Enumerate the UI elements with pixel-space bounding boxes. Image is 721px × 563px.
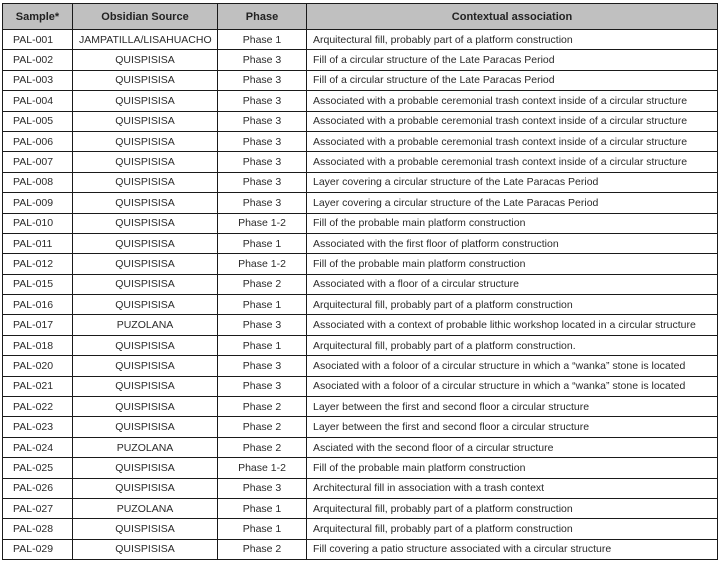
- header-sample: Sample*: [3, 4, 73, 30]
- table-row: [3, 233, 718, 253]
- obsidian-source-cell: QUISPISISA: [73, 274, 218, 294]
- contextual-association-cell: Fill of the probable main platform construction: [307, 254, 718, 274]
- obsidian-source-cell: QUISPISISA: [73, 458, 218, 478]
- sample-cell: PAL-006: [3, 131, 73, 151]
- sample-cell: PAL-001: [3, 30, 73, 50]
- obsidian-source-cell: QUISPISISA: [73, 172, 218, 192]
- phase-cell: Phase 1: [218, 498, 307, 518]
- table-row: [3, 193, 718, 213]
- sample-cell: PAL-003: [3, 70, 73, 90]
- sample-cell: PAL-007: [3, 152, 73, 172]
- phase-cell: Phase 2: [218, 397, 307, 417]
- contextual-association-cell: Associated with a probable ceremonial trash context inside of a circular structure: [307, 131, 718, 151]
- contextual-association-cell: Associated with a probable ceremonial trash context inside of a circular structure: [307, 91, 718, 111]
- table-row: [3, 356, 718, 376]
- phase-cell: Phase 2: [218, 539, 307, 559]
- header-phase: Phase: [218, 4, 307, 30]
- sample-cell: PAL-028: [3, 519, 73, 539]
- sample-cell: PAL-021: [3, 376, 73, 396]
- table-row: [3, 335, 718, 355]
- table-row: [3, 437, 718, 457]
- table-row: [3, 274, 718, 294]
- phase-cell: Phase 1: [218, 519, 307, 539]
- contextual-association-cell: Arquitectural fill, probably part of a platform construction: [307, 30, 718, 50]
- phase-cell: Phase 3: [218, 70, 307, 90]
- contextual-association-cell: Associated with a probable ceremonial trash context inside of a circular structure: [307, 111, 718, 131]
- table-header: [3, 4, 718, 30]
- header-contextual-association: Contextual association: [307, 4, 718, 30]
- phase-cell: Phase 3: [218, 193, 307, 213]
- phase-cell: Phase 3: [218, 152, 307, 172]
- contextual-association-cell: Asociated with a foloor of a circular structure in which a “wanka” stone is located: [307, 376, 718, 396]
- phase-cell: Phase 3: [218, 50, 307, 70]
- obsidian-source-cell: QUISPISISA: [73, 70, 218, 90]
- sample-cell: PAL-020: [3, 356, 73, 376]
- sample-cell: PAL-023: [3, 417, 73, 437]
- phase-cell: Phase 3: [218, 131, 307, 151]
- contextual-association-cell: Arquitectural fill, probably part of a platform construction.: [307, 335, 718, 355]
- phase-cell: Phase 2: [218, 274, 307, 294]
- obsidian-source-cell: QUISPISISA: [73, 91, 218, 111]
- contextual-association-cell: Arquitectural fill, probably part of a platform construction: [307, 498, 718, 518]
- sample-cell: PAL-010: [3, 213, 73, 233]
- table-row: [3, 295, 718, 315]
- sample-cell: PAL-026: [3, 478, 73, 498]
- table-row: [3, 478, 718, 498]
- phase-cell: Phase 3: [218, 376, 307, 396]
- obsidian-source-cell: QUISPISISA: [73, 254, 218, 274]
- table-row: [3, 539, 718, 559]
- sample-cell: PAL-022: [3, 397, 73, 417]
- obsidian-source-cell: QUISPISISA: [73, 50, 218, 70]
- phase-cell: Phase 1-2: [218, 254, 307, 274]
- phase-cell: Phase 1: [218, 233, 307, 253]
- sample-cell: PAL-025: [3, 458, 73, 478]
- obsidian-source-cell: QUISPISISA: [73, 519, 218, 539]
- obsidian-source-cell: QUISPISISA: [73, 397, 218, 417]
- obsidian-source-cell: QUISPISISA: [73, 539, 218, 559]
- sample-cell: PAL-017: [3, 315, 73, 335]
- table-row: [3, 213, 718, 233]
- table-row: [3, 111, 718, 131]
- obsidian-source-cell: QUISPISISA: [73, 295, 218, 315]
- obsidian-source-cell: QUISPISISA: [73, 213, 218, 233]
- obsidian-samples-table: [2, 3, 718, 560]
- contextual-association-cell: Arquitectural fill, probably part of a platform construction: [307, 295, 718, 315]
- phase-cell: Phase 1-2: [218, 213, 307, 233]
- sample-cell: PAL-008: [3, 172, 73, 192]
- obsidian-source-cell: QUISPISISA: [73, 131, 218, 151]
- phase-cell: Phase 1: [218, 335, 307, 355]
- table-row: [3, 131, 718, 151]
- phase-cell: Phase 3: [218, 356, 307, 376]
- phase-cell: Phase 3: [218, 111, 307, 131]
- table-row: [3, 172, 718, 192]
- contextual-association-cell: Associated with a context of probable lithic workshop located in a circular structure: [307, 315, 718, 335]
- phase-cell: Phase 1: [218, 295, 307, 315]
- sample-cell: PAL-016: [3, 295, 73, 315]
- table-row: [3, 30, 718, 50]
- contextual-association-cell: Fill of a circular structure of the Late Paracas Period: [307, 70, 718, 90]
- contextual-association-cell: Architectural fill in association with a trash context: [307, 478, 718, 498]
- contextual-association-cell: Fill of a circular structure of the Late Paracas Period: [307, 50, 718, 70]
- obsidian-source-cell: JAMPATILLA/LISAHUACHO: [73, 30, 218, 50]
- sample-cell: PAL-002: [3, 50, 73, 70]
- phase-cell: Phase 2: [218, 417, 307, 437]
- obsidian-source-cell: QUISPISISA: [73, 417, 218, 437]
- obsidian-source-cell: PUZOLANA: [73, 315, 218, 335]
- contextual-association-cell: Layer covering a circular structure of the Late Paracas Period: [307, 193, 718, 213]
- phase-cell: Phase 3: [218, 478, 307, 498]
- sample-cell: PAL-029: [3, 539, 73, 559]
- obsidian-source-cell: PUZOLANA: [73, 437, 218, 457]
- table-row: [3, 254, 718, 274]
- sample-cell: PAL-011: [3, 233, 73, 253]
- contextual-association-cell: Arquitectural fill, probably part of a platform construction: [307, 519, 718, 539]
- phase-cell: Phase 3: [218, 315, 307, 335]
- obsidian-source-cell: QUISPISISA: [73, 478, 218, 498]
- table-row: [3, 397, 718, 417]
- sample-cell: PAL-012: [3, 254, 73, 274]
- sample-cell: PAL-004: [3, 91, 73, 111]
- sample-cell: PAL-024: [3, 437, 73, 457]
- contextual-association-cell: Fill of the probable main platform construction: [307, 213, 718, 233]
- sample-cell: PAL-005: [3, 111, 73, 131]
- contextual-association-cell: Associated with a floor of a circular structure: [307, 274, 718, 294]
- obsidian-source-cell: PUZOLANA: [73, 498, 218, 518]
- obsidian-source-cell: QUISPISISA: [73, 356, 218, 376]
- sample-cell: PAL-009: [3, 193, 73, 213]
- contextual-association-cell: Associated with the first floor of platform construction: [307, 233, 718, 253]
- contextual-association-cell: Fill covering a patio structure associated with a circular structure: [307, 539, 718, 559]
- contextual-association-cell: Asciated with the second floor of a circular structure: [307, 437, 718, 457]
- contextual-association-cell: Layer between the first and second floor a circular structure: [307, 417, 718, 437]
- table-row: [3, 498, 718, 518]
- table-row: [3, 519, 718, 539]
- obsidian-source-cell: QUISPISISA: [73, 335, 218, 355]
- table-row: [3, 152, 718, 172]
- header-row: [3, 4, 718, 30]
- table-row: [3, 376, 718, 396]
- obsidian-source-cell: QUISPISISA: [73, 152, 218, 172]
- table-row: [3, 315, 718, 335]
- obsidian-source-cell: QUISPISISA: [73, 233, 218, 253]
- sample-cell: PAL-015: [3, 274, 73, 294]
- sample-cell: PAL-018: [3, 335, 73, 355]
- obsidian-source-cell: QUISPISISA: [73, 193, 218, 213]
- phase-cell: Phase 3: [218, 91, 307, 111]
- table-row: [3, 91, 718, 111]
- obsidian-source-cell: QUISPISISA: [73, 111, 218, 131]
- table-row: [3, 70, 718, 90]
- phase-cell: Phase 3: [218, 172, 307, 192]
- contextual-association-cell: Asociated with a foloor of a circular structure in which a “wanka” stone is located: [307, 356, 718, 376]
- sample-cell: PAL-027: [3, 498, 73, 518]
- obsidian-source-cell: QUISPISISA: [73, 376, 218, 396]
- contextual-association-cell: Fill of the probable main platform construction: [307, 458, 718, 478]
- header-obsidian-source: Obsidian Source: [73, 4, 218, 30]
- contextual-association-cell: Layer between the first and second floor a circular structure: [307, 397, 718, 417]
- table-row: [3, 50, 718, 70]
- table-row: [3, 417, 718, 437]
- phase-cell: Phase 1-2: [218, 458, 307, 478]
- table-row: [3, 458, 718, 478]
- phase-cell: Phase 2: [218, 437, 307, 457]
- table-body: [3, 30, 718, 560]
- contextual-association-cell: Associated with a probable ceremonial trash context inside of a circular structure: [307, 152, 718, 172]
- contextual-association-cell: Layer covering a circular structure of the Late Paracas Period: [307, 172, 718, 192]
- phase-cell: Phase 1: [218, 30, 307, 50]
